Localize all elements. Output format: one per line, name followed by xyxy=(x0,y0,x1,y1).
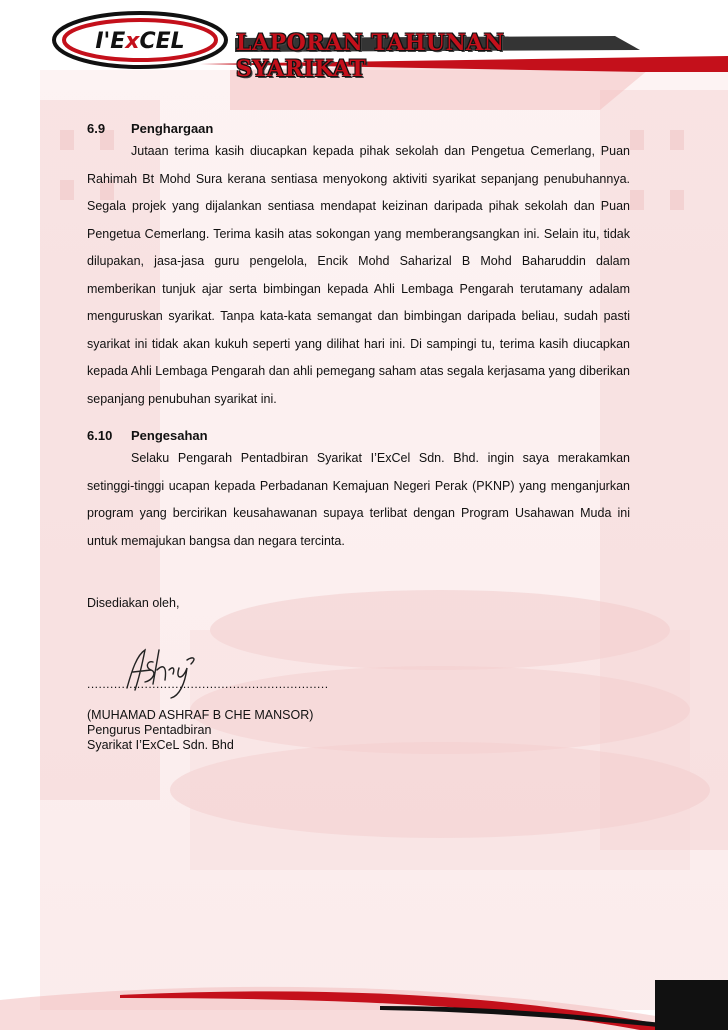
footer-swoosh-graphic xyxy=(0,940,728,1030)
section-title: Penghargaan xyxy=(131,121,214,136)
logo-text: I'ExCEL xyxy=(95,29,185,54)
signer-name: (MUHAMAD ASHRAF B CHE MANSOR) xyxy=(87,708,314,722)
section-title: Pengesahan xyxy=(131,428,208,443)
handwritten-signature xyxy=(87,640,307,700)
section-number: 6.10 xyxy=(87,428,113,443)
report-title: LAPORAN TAHUNAN SYARIKAT xyxy=(236,30,505,82)
company-logo xyxy=(50,10,230,70)
section-paragraph: Selaku Pengarah Pentadbiran Syarikat I’ExCel Sdn. Bhd. ingin saya merakamkan setinggi-tinggi ucapan kepada Perbadanan Kemajuan Negeri Perak (PKNP) yang menganjurkan program yang bercirikan keusahawanan supaya terlibat dengan Program Usahawan Muda ini untuk memajukan bangsa dan negara tercinta. xyxy=(87,451,630,548)
signer-block xyxy=(87,708,313,753)
signer-company: Syarikat I’ExCeL Sdn. Bhd xyxy=(87,738,234,752)
section-heading-6-9 xyxy=(87,120,630,138)
section-heading-6-10 xyxy=(87,427,630,445)
prepared-by-label: Disediakan oleh, xyxy=(87,596,180,610)
signer-position: Pengurus Pentadbiran xyxy=(87,723,212,737)
section-paragraph: Jutaan terima kasih diucapkan kepada pihak sekolah dan Pengetua Cemerlang, Puan Rahimah Bt Mohd Sura kerana sentiasa menyokong aktiviti syarikat sepanjang penubuhannya. Segala projek yang dijalankan sentiasa mendapat keizinan daripada pihak sekolah dan Puan Pengetua Cemerlang. Terima kasih atas sokongan yang memberangsangkan ini. Selain itu, tidak dilupakan, jasa-jasa guru pengelola, Encik Mohd Saharizal B Mohd Baharuddin dalam memberikan tunjuk ajar serta bimbingan kepada Ahli Lembaga Pengarah terutamany adalam menguruskan syarikat. Tanpa kata-kata semangat dan bimbingan daripada beliau, sudah pasti syarikat ini tidak akan kukuh seperti yang dilihat hari ini. Di sampingi tu, terima kasih diucapkan kepada Ahli Lembaga Pengarah dan ahli pemegang saham atas segala kerjasama yang diberikan sepanjang penubuhan syarikat ini. xyxy=(87,144,630,406)
signature-line: ............................................................... xyxy=(87,677,329,691)
section-number: 6.9 xyxy=(87,121,106,136)
document-body xyxy=(87,120,630,555)
